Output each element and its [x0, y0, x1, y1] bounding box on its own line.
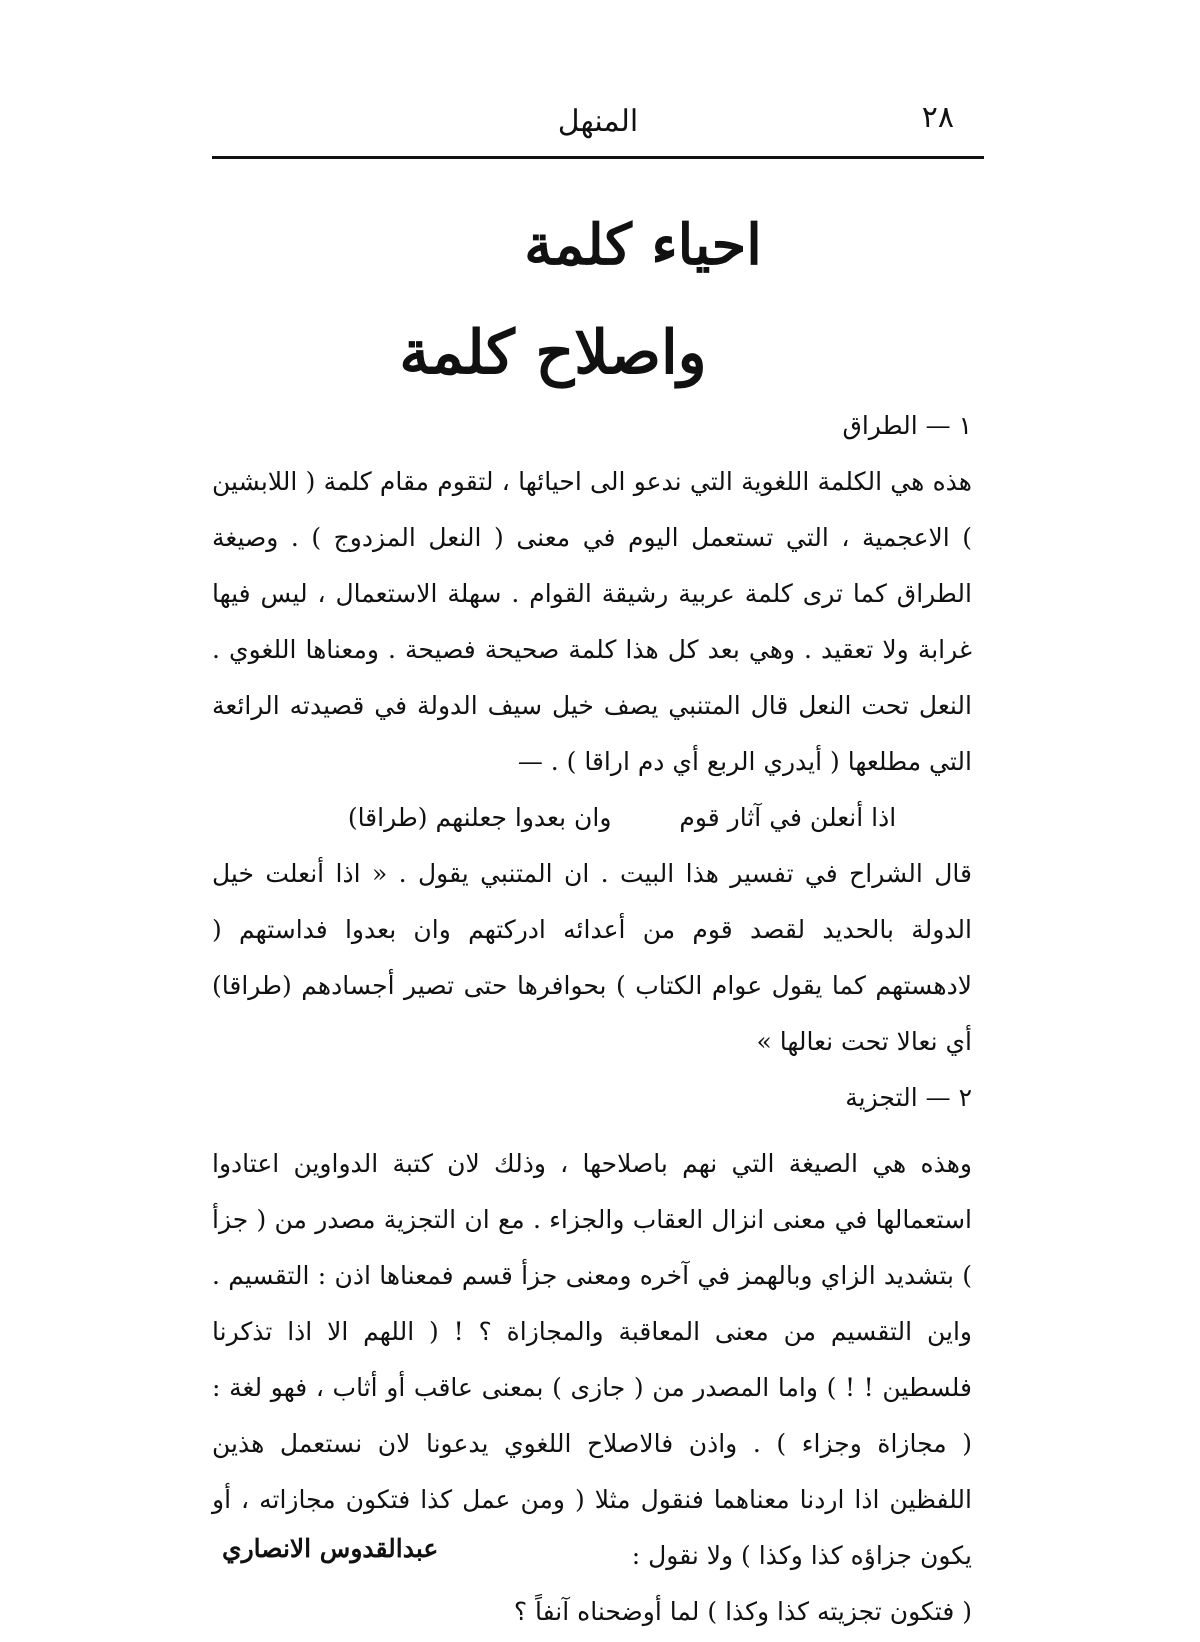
journal-name: المنهل	[557, 104, 639, 139]
verse-hemistich-1: اذا أنعلن في آثار قوم	[679, 803, 897, 832]
section-heading-1: ١ — الطراق	[842, 411, 972, 440]
article-body	[212, 398, 972, 1640]
article-title-line-2: واصلاح كلمة	[399, 318, 707, 388]
section-gap	[212, 1126, 972, 1136]
author-signature: عبدالقدوس الانصاري	[222, 1534, 439, 1563]
section-heading-2: ٢ — التجزية	[845, 1083, 972, 1112]
running-head	[212, 100, 984, 150]
header-rule	[212, 156, 984, 159]
page-number: ٢٨	[921, 100, 954, 135]
poetry-verse	[212, 790, 972, 846]
section-2-last-line: ( فتكون تجزيته كذا وكذا ) لما أوضحناه آنفاً ؟	[513, 1597, 972, 1626]
section-2-paragraph-1: وهذه هي الصيغة التي نهم باصلاحها ، وذلك لان كتبة الدواوين اعتادوا استعمالها في معنى انزال العقاب والجزاء . مع ان التجزية مصدر من ( جزأ ) بتشديد الزاي وبالهمز في آخره ومعنى جزأ قسم فمعناها اذن : التقسيم . واين التقسيم من معنى المعاقبة والمجازاة ؟ ! ( اللهم الا اذا تذكرنا فلسطين ! ! ) واما المصدر من ( جازى ) بمعنى عاقب أو أثاب ، فهو لغة : ( مجازاة وجزاء ) . واذن فالاصلاح اللغوي يدعونا لان نستعمل هذين اللفظين اذا اردنا معناهما فنقول مثلا ( ومن عمل كذا فتكون مجازاته ، أو يكون جزاؤه كذا وكذا ) ولا نقول :	[212, 1149, 972, 1570]
section-1-paragraph-1: هذه هي الكلمة اللغوية التي ندعو الى احيائها ، لتقوم مقام كلمة ( اللابشين ) الاعجمية ، التي تستعمل اليوم في معنى ( النعل المزدوج ) . وصيغة الطراق كما ترى كلمة عربية رشيقة القوام . سهلة الاستعمال ، ليس فيها غرابة ولا تعقيد . وهي بعد كل هذا كلمة صحيحة فصيحة . ومعناها اللغوي . النعل تحت النعل قال المتنبي يصف خيل سيف الدولة في قصيدته الرائعة التي مطلعها ( أيدري الربع أي دم اراقا ) . —	[212, 467, 972, 776]
section-1-paragraph-2: قال الشراح في تفسير هذا البيت . ان المتنبي يقول . « اذا أنعلت خيل الدولة بالحديد لقصد قوم من أعدائه ادركتهم وان بعدوا فداستهم ( لادهستهم كما يقول عوام الكتاب ) بحوافرها حتى تصير أجسادهم (طراقا) أي نعالا تحت نعالها »	[212, 859, 972, 1056]
verse-hemistich-2: وان بعدوا جعلنهم (طراقا)	[347, 803, 612, 832]
article-title-line-1: احياء كلمة	[524, 212, 762, 278]
